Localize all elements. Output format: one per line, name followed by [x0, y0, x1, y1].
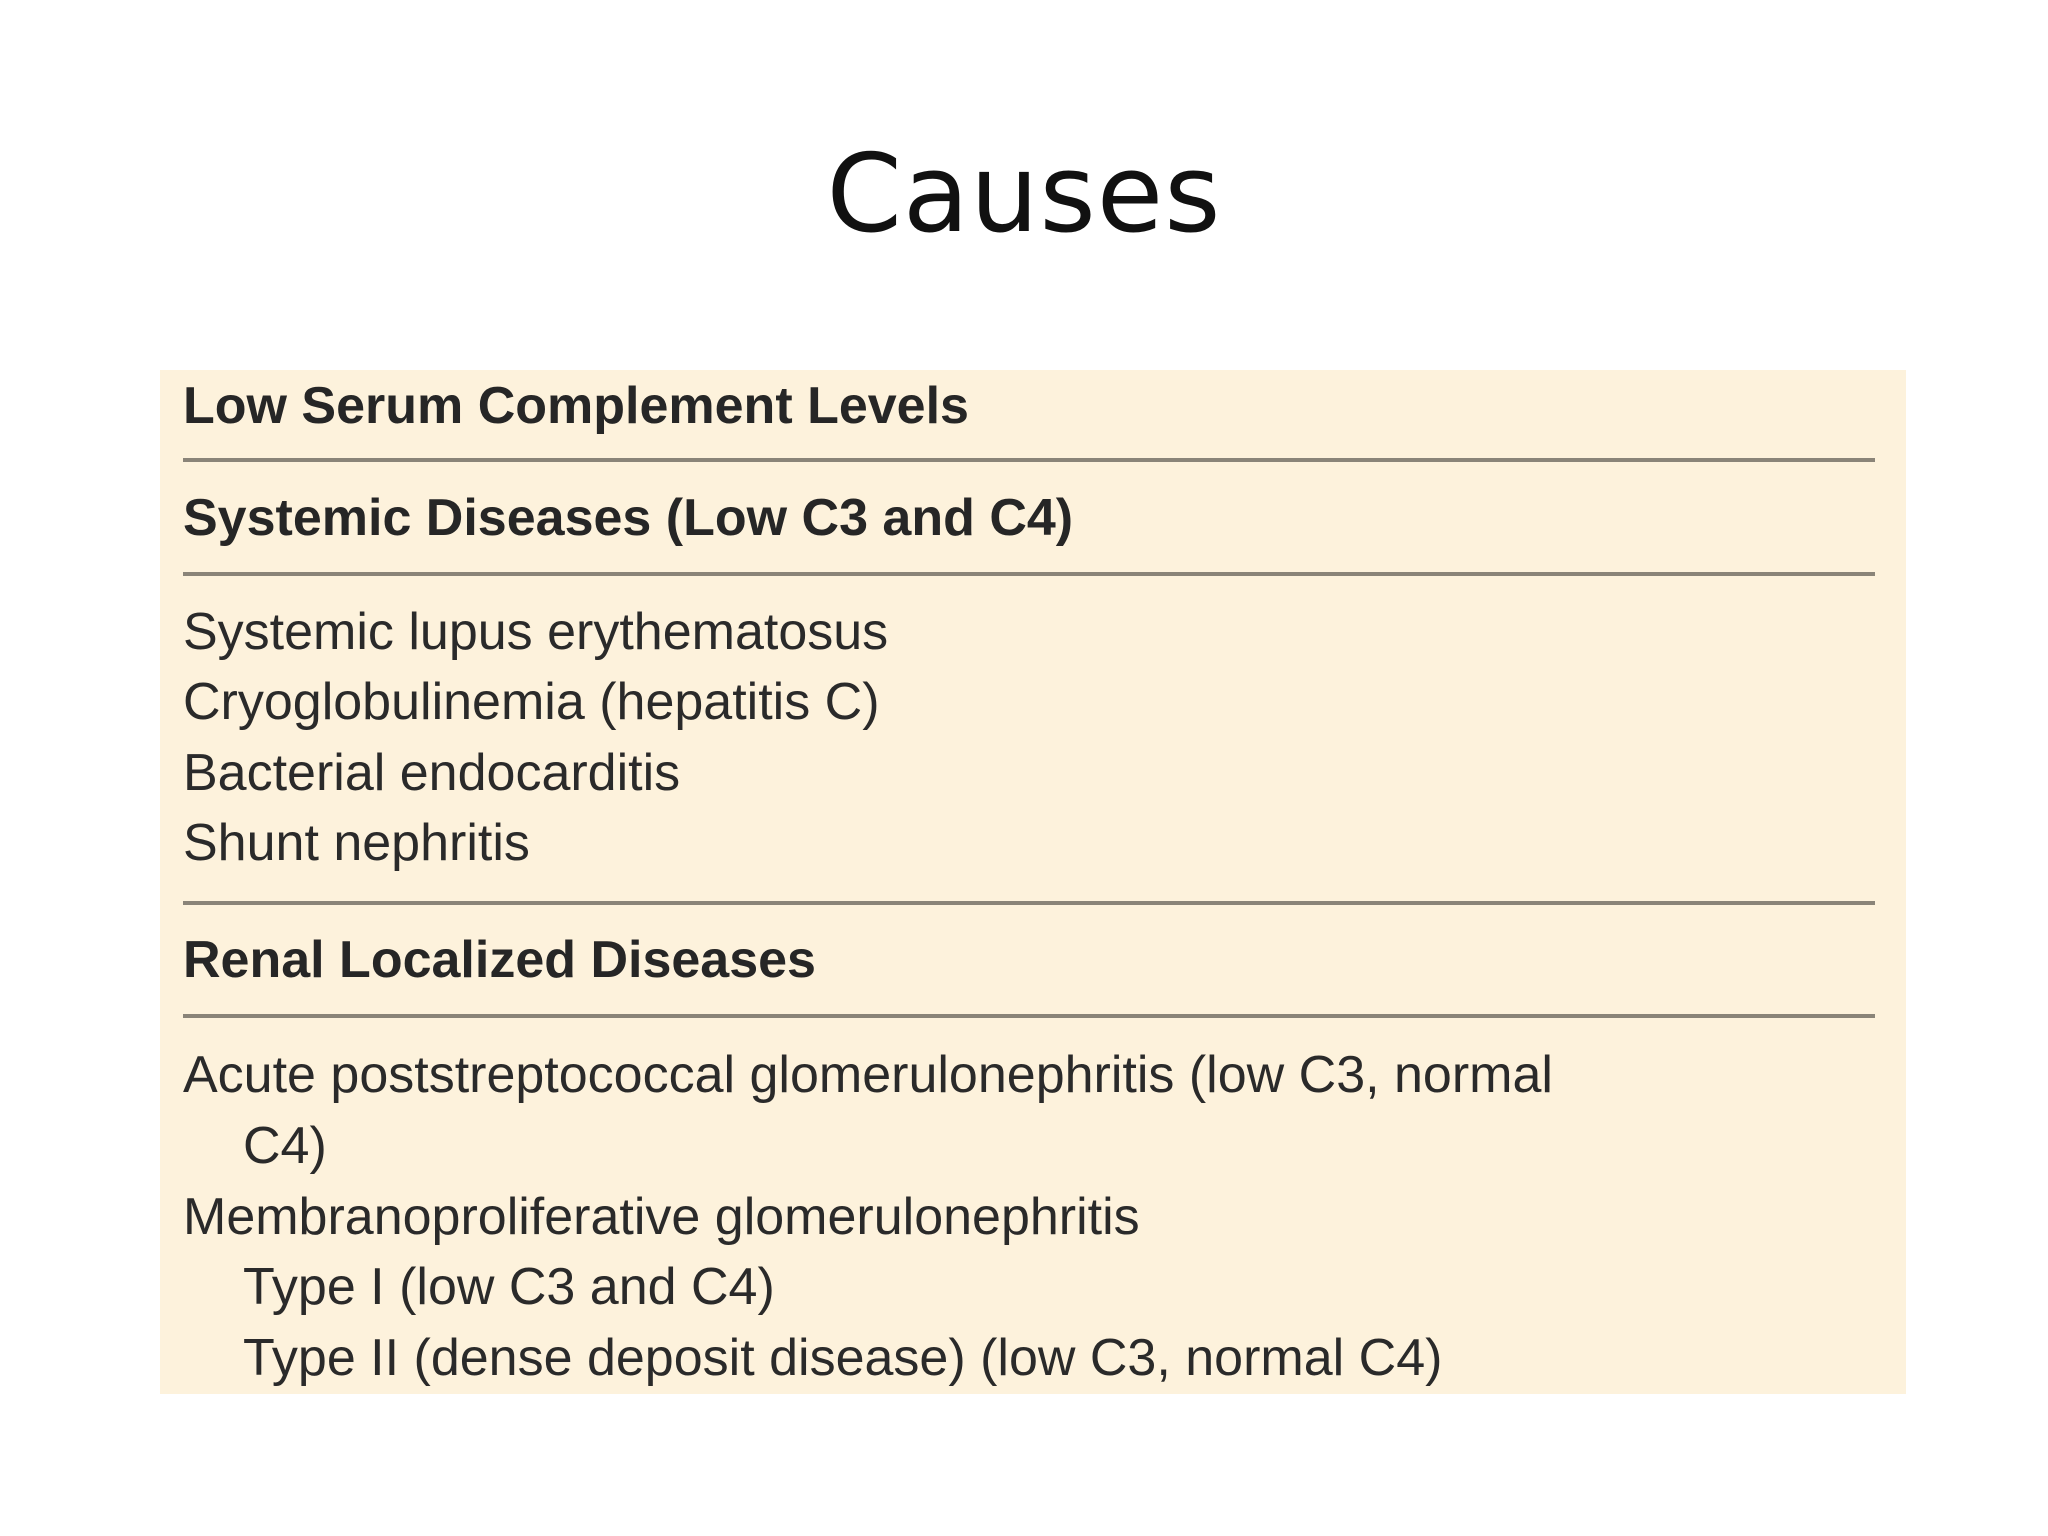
- section-heading-renal: Renal Localized Diseases: [183, 931, 816, 989]
- list-item: Bacterial endocarditis: [183, 744, 681, 802]
- list-item: Systemic lupus erythematosus: [183, 603, 889, 661]
- table-header: Low Serum Complement Levels: [183, 377, 969, 435]
- divider: [183, 1014, 1875, 1018]
- divider: [183, 458, 1875, 462]
- slide-title: Causes: [826, 132, 1222, 257]
- list-item: Type II (dense deposit disease) (low C3, normal C4): [243, 1329, 1443, 1387]
- list-item: Acute poststreptococcal glomerulonephritis (low C3, normal: [183, 1046, 1553, 1104]
- divider: [183, 901, 1875, 905]
- list-item: Type I (low C3 and C4): [243, 1258, 775, 1316]
- list-item: Cryoglobulinemia (hepatitis C): [183, 673, 880, 731]
- list-item: Shunt nephritis: [183, 814, 530, 872]
- divider: [183, 572, 1875, 576]
- complement-table: [160, 370, 1906, 1394]
- section-heading-systemic: Systemic Diseases (Low C3 and C4): [183, 489, 1074, 547]
- list-item: C4): [243, 1117, 327, 1175]
- list-item: Membranoproliferative glomerulonephritis: [183, 1188, 1140, 1246]
